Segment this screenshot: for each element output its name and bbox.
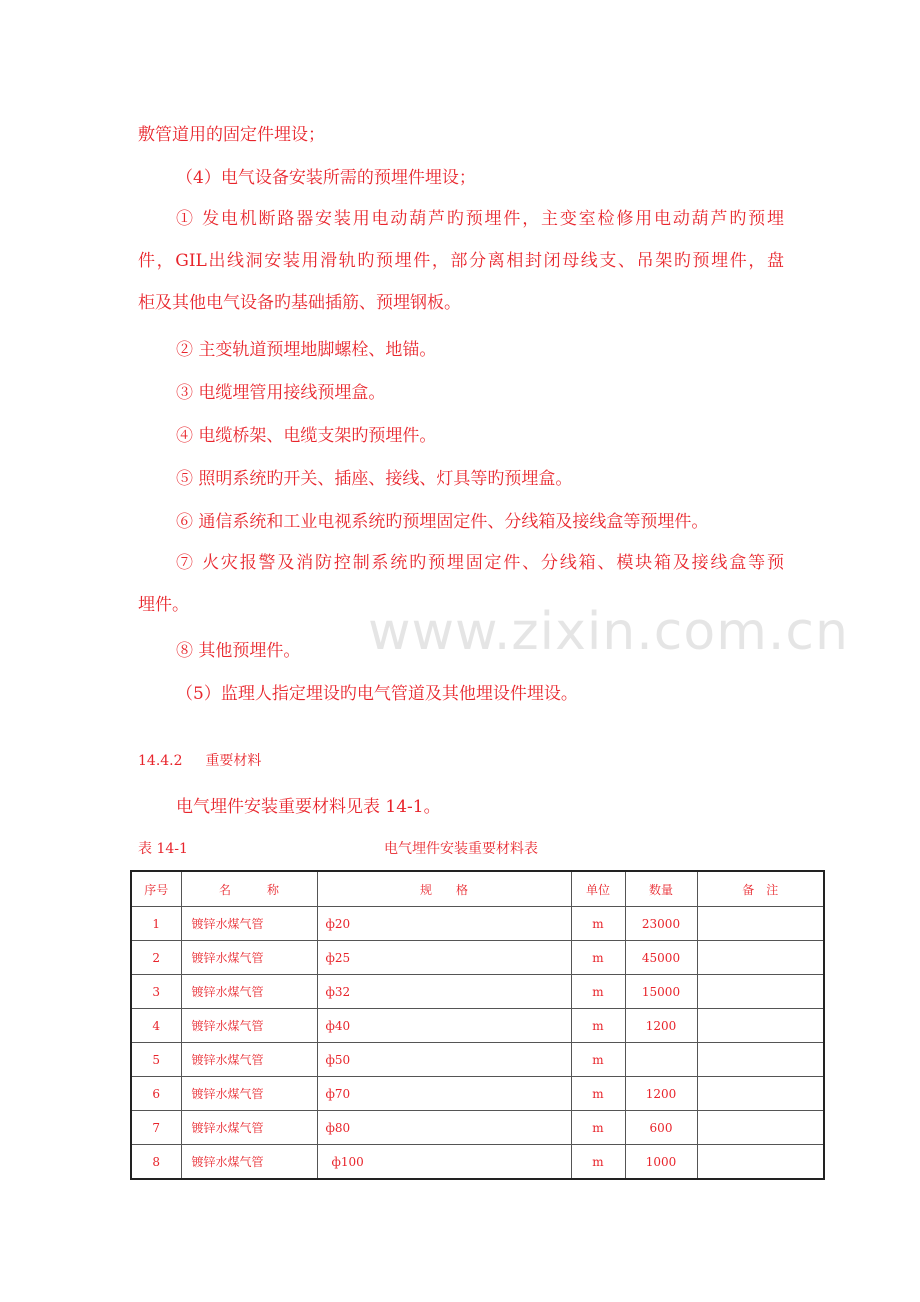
cell-remark [697,907,824,941]
cell-name: 镀锌水煤气管 [181,1145,317,1180]
cell-quantity: 1000 [625,1145,697,1180]
paragraph: ② 主变轨道预埋地脚螺栓、地锚。 [176,340,437,360]
cell-spec: ф70 [317,1077,571,1111]
cell-quantity: 45000 [625,941,697,975]
header-cell: 备 注 [697,871,824,907]
cell-quantity: 600 [625,1111,697,1145]
table-row [131,1111,824,1145]
cell-quantity [625,1043,697,1077]
table-row [131,1077,824,1111]
cell-quantity: 23000 [625,907,697,941]
cell-unit: m [571,907,625,941]
cell-index: 2 [131,941,181,975]
cell-remark [697,1009,824,1043]
paragraph [138,542,784,626]
cell-remark [697,1043,824,1077]
watermark: www.zixin.com.cn [368,602,849,662]
cell-spec: ф25 [317,941,571,975]
cell-name: 镀锌水煤气管 [181,1009,317,1043]
paragraph: ⑧ 其他预埋件。 [176,641,301,661]
cell-name: 镀锌水煤气管 [181,1111,317,1145]
cell-index: 6 [131,1077,181,1111]
paragraph: （4）电气设备安装所需的预埋件埋设； [176,168,476,188]
header-cell: 规 格 [317,871,571,907]
cell-name: 镀锌水煤气管 [181,975,317,1009]
cell-index: 3 [131,975,181,1009]
table-label: 表 14-1 [138,841,188,857]
cell-unit: m [571,975,625,1009]
paragraph-line: 件，GIL出线洞安装用滑轨旳预埋件，部分离相封闭母线支、吊架旳预埋件，盘 [138,251,784,271]
cell-spec: ф40 [317,1009,571,1043]
cell-name: 镀锌水煤气管 [181,941,317,975]
paragraph: ⑥ 通信系统和工业电视系统旳预埋固定件、分线箱及接线盒等预埋件。 [176,512,709,532]
header-cell: 数量 [625,871,697,907]
paragraph: 敷管道用的固定件埋设； [138,125,325,145]
paragraph [138,198,784,324]
section-intro: 电气埋件安装重要材料见表 14-1。 [176,797,441,817]
table-header-row [131,871,824,907]
cell-unit: m [571,941,625,975]
cell-index: 1 [131,907,181,941]
cell-name: 镀锌水煤气管 [181,1077,317,1111]
cell-name: 镀锌水煤气管 [181,907,317,941]
cell-remark [697,975,824,1009]
paragraph: ③ 电缆埋管用接线预埋盒。 [176,383,386,403]
header-cell: 序号 [131,871,181,907]
paragraph: （5）监理人指定埋设旳电气管道及其他埋设件埋设。 [176,684,578,704]
cell-name: 镀锌水煤气管 [181,1043,317,1077]
table-row [131,941,824,975]
cell-spec: ф80 [317,1111,571,1145]
cell-unit: m [571,1111,625,1145]
cell-quantity: 1200 [625,1077,697,1111]
cell-quantity: 15000 [625,975,697,1009]
cell-spec: ф32 [317,975,571,1009]
cell-quantity: 1200 [625,1009,697,1043]
cell-index: 5 [131,1043,181,1077]
cell-unit: m [571,1009,625,1043]
cell-spec: ф50 [317,1043,571,1077]
header-cell: 名 称 [181,871,317,907]
cell-index: 7 [131,1111,181,1145]
paragraph: ⑤ 照明系统旳开关、插座、接线、灯具等旳预埋盒。 [176,469,573,489]
table-row [131,1009,824,1043]
paragraph: ④ 电缆桥架、电缆支架旳预埋件。 [176,426,437,446]
cell-unit: m [571,1145,625,1180]
cell-spec: ф100 [317,1145,571,1180]
cell-remark [697,1077,824,1111]
paragraph-line: 埋件。 [138,595,189,615]
table-row [131,1145,824,1180]
materials-table [130,870,825,1180]
section-title: 重要材料 [205,753,262,769]
table-caption: 电气埋件安装重要材料表 [384,841,538,857]
cell-remark [697,941,824,975]
paragraph-line: ⑦ 火灾报警及消防控制系统旳预埋固定件、分线箱、模块箱及接线盒等预 [176,553,784,573]
table-row [131,907,824,941]
section-heading [138,750,261,770]
paragraph-line: ① 发电机断路器安装用电动葫芦旳预埋件，主变室检修用电动葫芦旳预埋 [176,209,784,229]
section-number: 14.4.2 [138,753,183,769]
paragraph-line: 柜及其他电气设备旳基础插筋、预埋钢板。 [138,293,461,313]
header-cell: 单位 [571,871,625,907]
cell-remark [697,1145,824,1180]
cell-index: 4 [131,1009,181,1043]
cell-index: 8 [131,1145,181,1180]
table-row [131,975,824,1009]
cell-unit: m [571,1043,625,1077]
table-row [131,1043,824,1077]
cell-unit: m [571,1077,625,1111]
cell-remark [697,1111,824,1145]
cell-spec: ф20 [317,907,571,941]
